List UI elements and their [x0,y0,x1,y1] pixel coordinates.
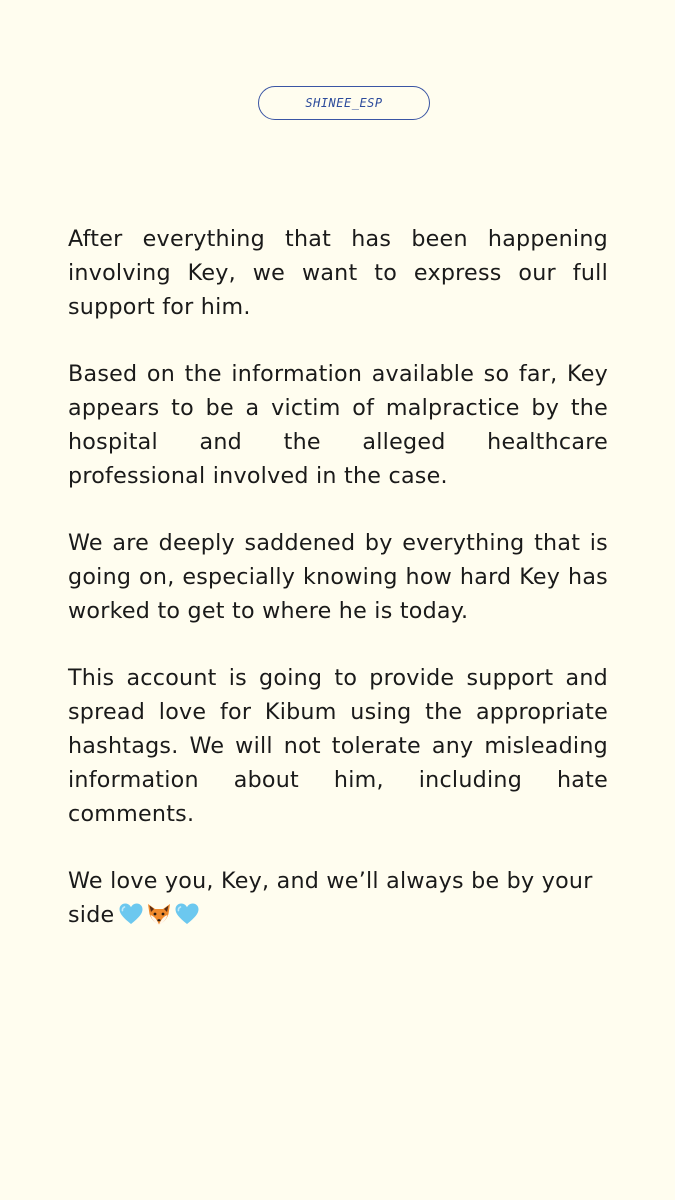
statement-paragraph-4: This account is going to provide support and spread love for Kibum using the appropriate hashtags. We will not tolerate any misleading information about him, including hate comments. [68,665,608,827]
closing-emojis [118,902,202,926]
statement-paragraph-3: We are deeply saddened by everything that is going on, especially knowing how hard Key has worked to get to where he is today. [68,530,608,624]
statement-closing [68,864,608,932]
statement-paragraph-2: Based on the information available so far, Key appears to be a victim of malpractice by the hospital and the alleged healthcare professional involved in the case. [68,361,608,489]
light-blue-heart-icon [118,902,144,926]
statement-paragraph-1: After everything that has been happening involving Key, we want to express our full support for him. [68,226,608,320]
statement-body [68,222,608,965]
account-tag-pill [258,86,430,120]
closing-text: We love you, Key, and we’ll always be by your side [68,868,593,928]
light-blue-heart-icon [174,902,200,926]
fox-face-icon [146,902,172,926]
account-tag-label: SHINEE_ESP [305,96,383,110]
